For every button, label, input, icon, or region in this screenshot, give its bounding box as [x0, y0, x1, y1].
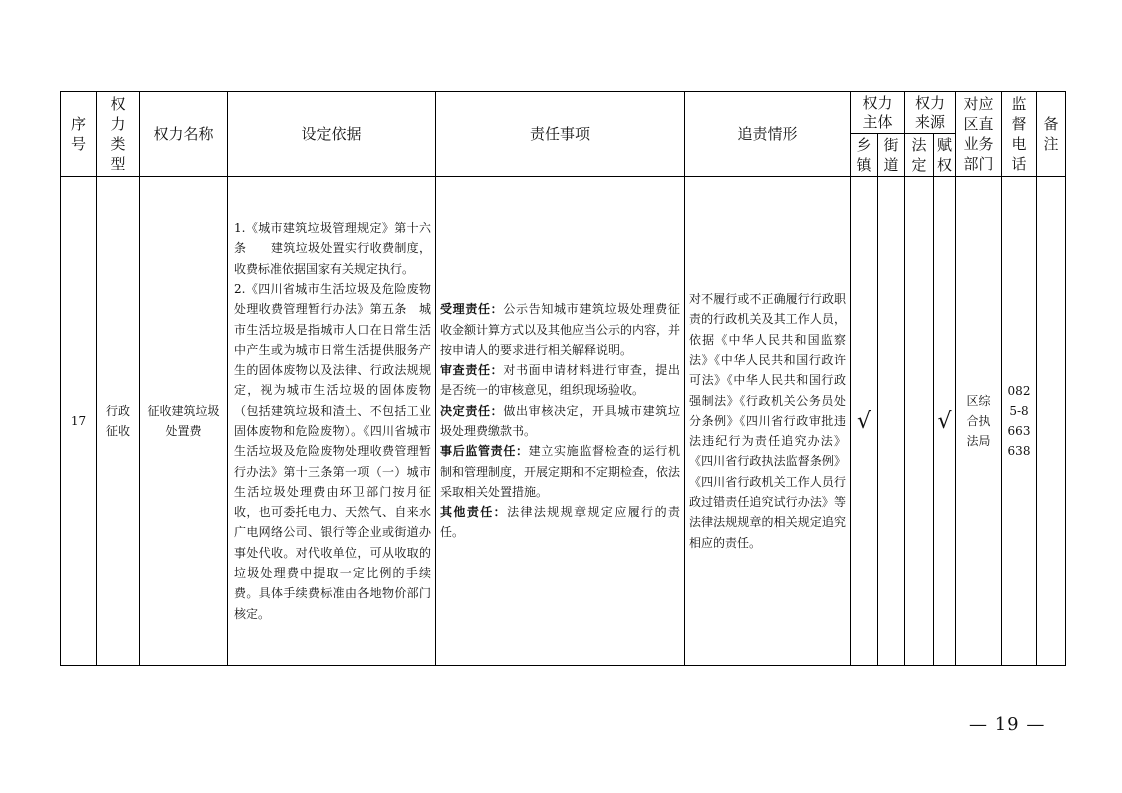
header-seq: 序 号 — [61, 92, 97, 177]
header-type: 权 力 类 型 — [97, 92, 140, 177]
responsibility-item: 事后监管责任：建立实施监督检查的运行机制和管理制度，开展定期和不定期检查，依法采取相关处置措施。 — [440, 444, 681, 499]
check-legal — [905, 177, 934, 666]
check-street — [878, 177, 905, 666]
row-name: 征收建筑垃圾处置费 — [140, 177, 228, 666]
page-number: — 19 — — [969, 714, 1046, 735]
header-responsibility: 责任事项 — [436, 92, 685, 177]
header-source-legal: 法 定 — [905, 134, 934, 177]
header-accountability: 追责情形 — [685, 92, 851, 177]
row-type: 行政征收 — [97, 177, 140, 666]
header-subject-street: 街 道 — [878, 134, 905, 177]
responsibility-item: 审查责任：对书面申请材料进行审查，提出是否统一的审核意见，组织现场验收。 — [440, 363, 680, 398]
header-subject: 权力主体 — [851, 92, 905, 134]
header-remark: 备 注 — [1037, 92, 1066, 177]
header-row-1 — [61, 92, 1066, 134]
row-basis — [228, 177, 436, 666]
header-basis: 设定依据 — [228, 92, 436, 177]
header-name: 权力名称 — [140, 92, 228, 177]
responsibility-item: 决定责任：做出审核决定，开具城市建筑垃圾处理费缴款书。 — [440, 403, 680, 438]
responsibility-item: 其他责任：法律法规规章规定应履行的责任。 — [440, 505, 680, 540]
header-source-granted: 赋 权 — [934, 134, 956, 177]
power-list-table — [60, 91, 1066, 666]
header-subject-town: 乡 镇 — [851, 134, 878, 177]
basis-item: 2.《四川省城市生活垃圾及危险废物处理收费管理暂行办法》第五条 城市生活垃圾是指城市人口在日常生活中产生或为城市日常生活提供服务产生的固体废物以及法律、行政法规规定，视为城市生活垃圾的固体废物（包括建筑垃圾和渣土、不包括工业固体废物和危险废物）。《四川省城市生活垃圾及危险废物处理收费管理暂行办法》第十三条第一项（一）城市生活垃圾处理费由环卫部门按月征收，也可委托电力、天然气、自来水广电网络公司、银行等企业或街道办事处代收。对代收单位，可从收取的垃圾处理费中提取一定比例的手续费。具体手续费标准由各地物价部门核定。 — [234, 281, 431, 621]
responsibility-item: 受理责任：公示告知城市建筑垃圾处理费征收金额计算方式以及其他应当公示的内容，并按申请人的要求进行相关解释说明。 — [440, 302, 681, 357]
check-town: √ — [851, 177, 878, 666]
row-dept: 区综合执法局 — [956, 177, 1002, 666]
table-row — [61, 177, 1066, 666]
row-responsibility — [436, 177, 685, 666]
header-dept: 对应 区直 业务 部门 — [956, 92, 1002, 177]
row-accountability: 对不履行或不正确履行行政职责的行政机关及其工作人员，依据《中华人民共和国监察法》《中华人民共和国行政许可法》《中华人民共和国行政强制法》《行政机关公务员处分条例》《四川省行政审批违法违纪行为责任追究办法》《四川省行政执法监督条例》《四川省行政机关工作人员行政过错责任追究试行办法》等法律法规规章的相关规定追究相应的责任。 — [685, 177, 851, 666]
header-source: 权力来源 — [905, 92, 956, 134]
check-granted: √ — [934, 177, 956, 666]
basis-item: 1.《城市建筑垃圾管理规定》第十六条 建筑垃圾处置实行收费制度，收费标准依据国家有关规定执行。 — [234, 221, 431, 276]
row-seq: 17 — [61, 177, 97, 666]
row-phone: 082 5-8 663 638 — [1002, 177, 1037, 666]
header-phone: 监 督 电 话 — [1002, 92, 1037, 177]
row-remark — [1037, 177, 1066, 666]
